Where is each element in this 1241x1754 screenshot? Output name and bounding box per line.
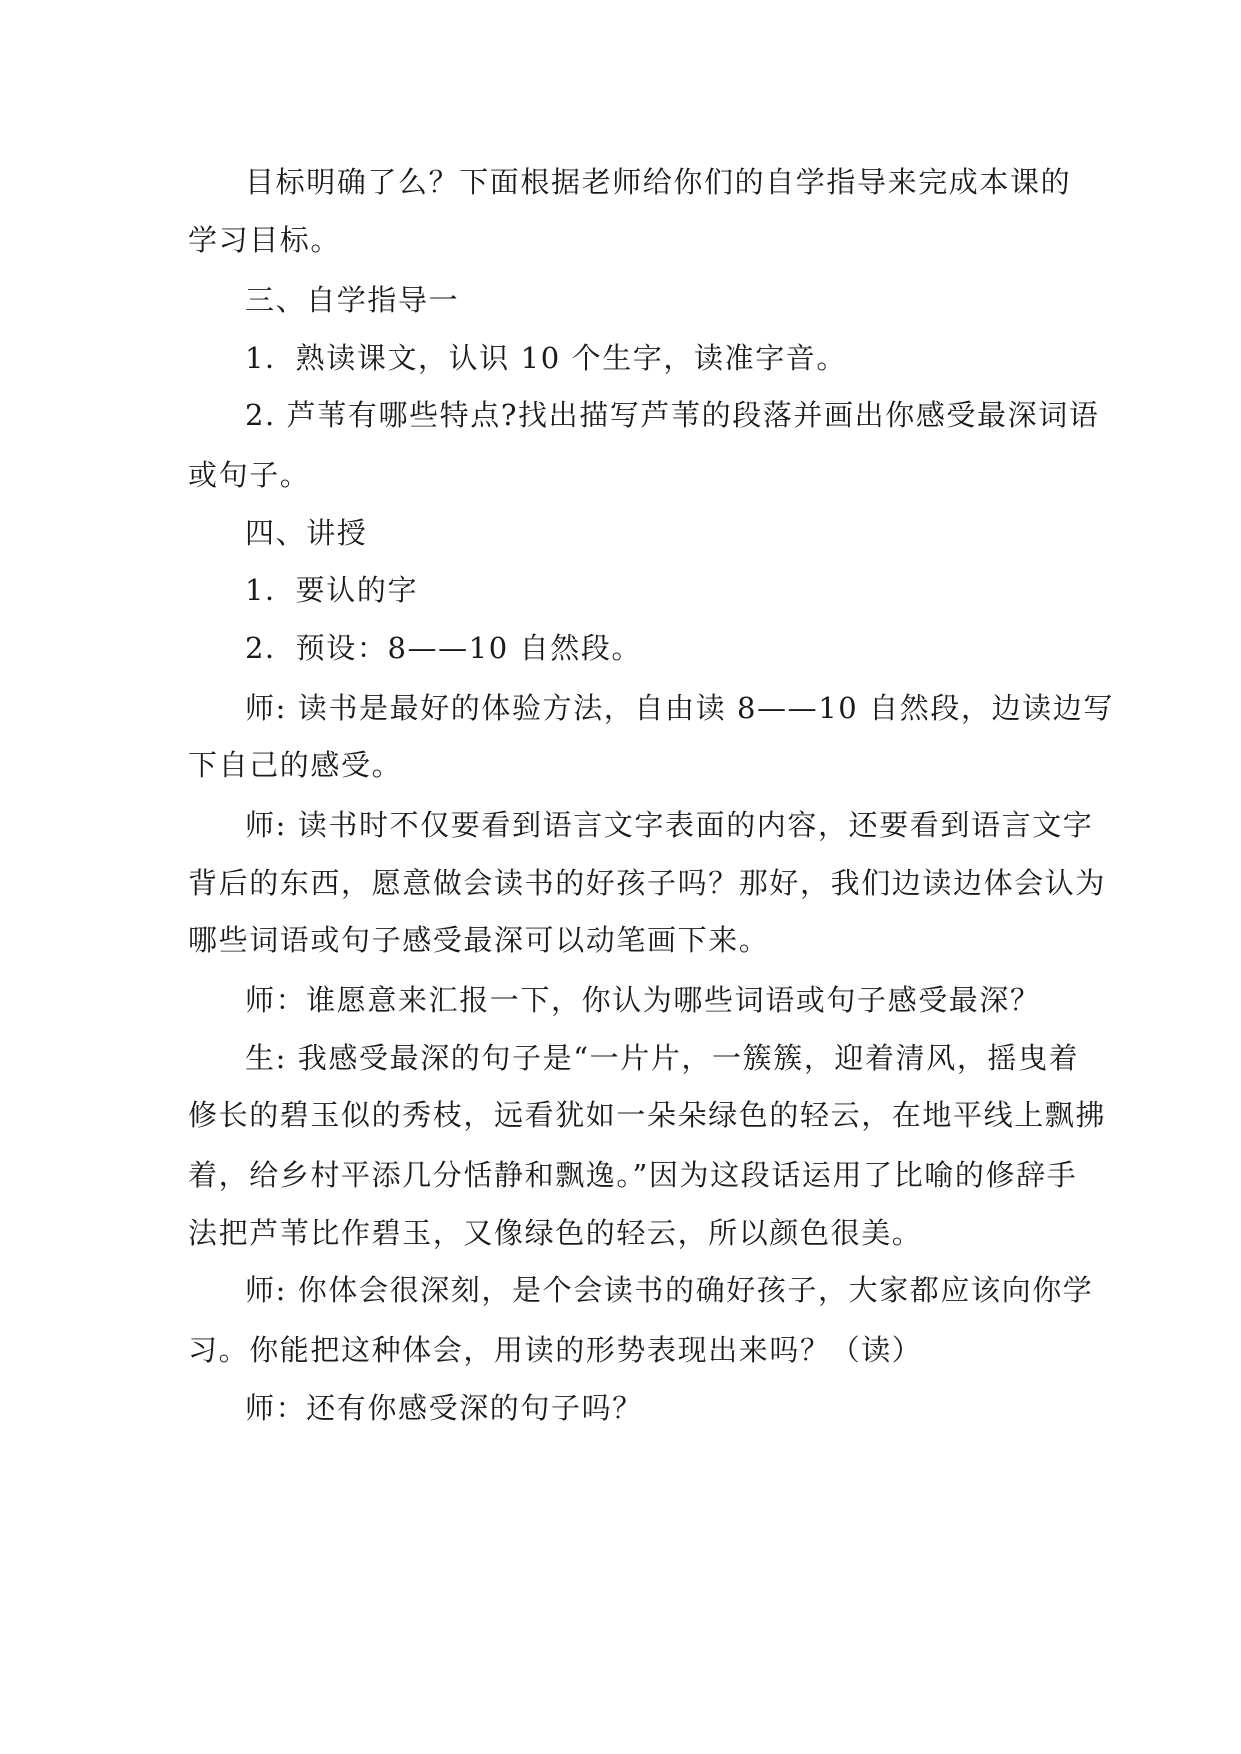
paragraph-line: 修长的碧玉似的秀枝，远看犹如一朵朵绿色的轻云，在地平线上飘拂 xyxy=(188,1098,1107,1132)
paragraph-line: 或句子。 xyxy=(188,458,311,492)
section-heading: 四、讲授 xyxy=(245,516,368,550)
paragraph-line: 哪些词语或句子感受最深可以动笔画下来。 xyxy=(188,923,770,957)
paragraph-line: 下自己的感受。 xyxy=(188,748,403,782)
paragraph-line: 师: 读书是最好的体验方法，自由读 8——10 自然段，边读边写 xyxy=(245,691,1114,725)
paragraph-line: 学习目标。 xyxy=(188,223,342,257)
list-item: 1．熟读课文，认识 10 个生字，读准字音。 xyxy=(245,341,847,375)
paragraph-line: 师: 读书时不仅要看到语言文字表面的内容，还要看到语言文字 xyxy=(245,808,1094,842)
paragraph-line: 着，给乡村平添几分恬静和飘逸。”因为这段话运用了比喻的修辞手 xyxy=(188,1158,1078,1192)
paragraph-line: 师：谁愿意来汇报一下，你认为哪些词语或句子感受最深？ xyxy=(245,983,1041,1017)
paragraph-line: 目标明确了么？下面根据老师给你们的自学指导来完成本课的 xyxy=(245,165,1072,199)
list-item: 2. 芦苇有哪些特点?找出描写芦苇的段落并画出你感受最深词语 xyxy=(245,398,1100,432)
paragraph-line: 背后的东西，愿意做会读书的好孩子吗？那好，我们边读边体会认为 xyxy=(188,866,1107,900)
paragraph-line: 习。你能把这种体会，用读的形势表现出来吗？（读） xyxy=(188,1333,923,1367)
paragraph-line: 生: 我感受最深的句子是“一片片，一簇簇，迎着清风，摇曳着 xyxy=(245,1041,1080,1075)
paragraph-line: 师: 你体会很深刻，是个会读书的确好孩子，大家都应该向你学 xyxy=(245,1273,1094,1307)
section-heading: 三、自学指导一 xyxy=(245,283,460,317)
paragraph-line: 法把芦苇比作碧玉，又像绿色的轻云，所以颜色很美。 xyxy=(188,1216,923,1250)
list-item: 1．要认的字 xyxy=(245,573,419,607)
list-item: 2．预设：8——10 自然段。 xyxy=(245,631,643,665)
paragraph-line: 师：还有你感受深的句子吗？ xyxy=(245,1391,643,1425)
